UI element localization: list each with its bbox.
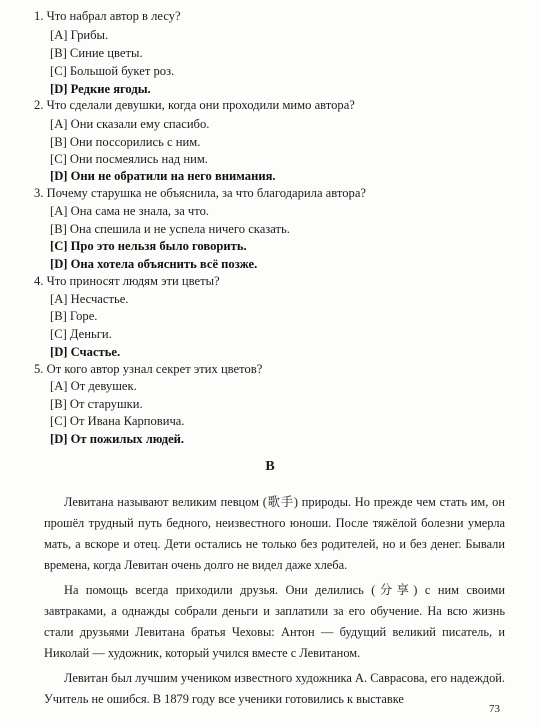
question-3-option-b: [B] Она спешила и не успела ничего сказать. bbox=[50, 222, 290, 236]
section-heading: B bbox=[265, 459, 275, 474]
question-2-option-b: [B] Они поссорились с ним. bbox=[50, 135, 201, 149]
passage-paragraph-2: На помощь всегда приходили друзья. Они делились (分享) с ним своими завтраками, а однажды собрали деньги и заплатили за его обучение. На всю жизнь стали друзьями Левитана братья Чеховы: Антон — будущий великий писатель, и Николай — художник, который учился вместе с Левитаном. bbox=[44, 583, 505, 660]
question-4-option-a: [A] Несчастье. bbox=[50, 292, 129, 306]
question-1-option-a: [A] Грибы. bbox=[50, 28, 109, 42]
question-2-option-c: [C] Они посмеялись над ним. bbox=[50, 152, 208, 166]
question-4-option-b: [B] Горе. bbox=[50, 309, 98, 323]
page-number: 73 bbox=[489, 703, 500, 715]
question-5-option-b: [B] От старушки. bbox=[50, 397, 143, 411]
passage-paragraph-3: Левитан был лучшим учеником известного художника А. Саврасова, его надеждой. Учитель не ошибся. В 1879 году все ученики готовились к выставке bbox=[44, 671, 505, 706]
question-5: 5. От кого автор узнал секрет этих цветов? bbox=[34, 362, 263, 376]
question-2: 2. Что сделали девушки, когда они проходили мимо автора? bbox=[34, 98, 355, 112]
question-5-option-a: [A] От девушек. bbox=[50, 379, 137, 393]
question-1-option-b: [B] Синие цветы. bbox=[50, 46, 143, 60]
question-1-option-c: [C] Большой букет роз. bbox=[50, 64, 175, 78]
question-1-option-d: [D] Редкие ягоды. bbox=[50, 82, 151, 96]
question-3-option-d: [D] Она хотела объяснить всё позже. bbox=[50, 257, 258, 271]
question-3-option-c: [C] Про это нельзя было говорить. bbox=[50, 239, 247, 253]
question-5-option-c: [C] От Ивана Карповича. bbox=[50, 414, 185, 428]
question-5-option-d: [D] От пожилых людей. bbox=[50, 432, 185, 446]
question-4: 4. Что приносят людям эти цветы? bbox=[34, 274, 220, 288]
question-2-option-d: [D] Они не обратили на него внимания. bbox=[50, 169, 276, 183]
question-4-option-d: [D] Счастье. bbox=[50, 345, 121, 359]
question-4-option-c: [C] Деньги. bbox=[50, 327, 112, 341]
question-3: 3. Почему старушка не объяснила, за что благодарила автора? bbox=[34, 186, 367, 200]
reading-passage bbox=[44, 492, 505, 714]
question-3-option-a: [A] Она сама не знала, за что. bbox=[50, 204, 210, 218]
question-2-option-a: [A] Они сказали ему спасибо. bbox=[50, 117, 210, 131]
passage-paragraph-1: Левитана называют великим певцом (歌手) природы. Но прежде чем стать им, он прошёл трудный путь бедного, неизвестного юноши. После тяжёлой болезни умерла мать, а вскоре и отец. Дети остались не только без родителей, но и без денег. Бывали времена, когда Левитан очень долго не видел даже хлеба. bbox=[44, 495, 505, 572]
question-1: 1. Что набрал автор в лесу? bbox=[34, 9, 181, 23]
